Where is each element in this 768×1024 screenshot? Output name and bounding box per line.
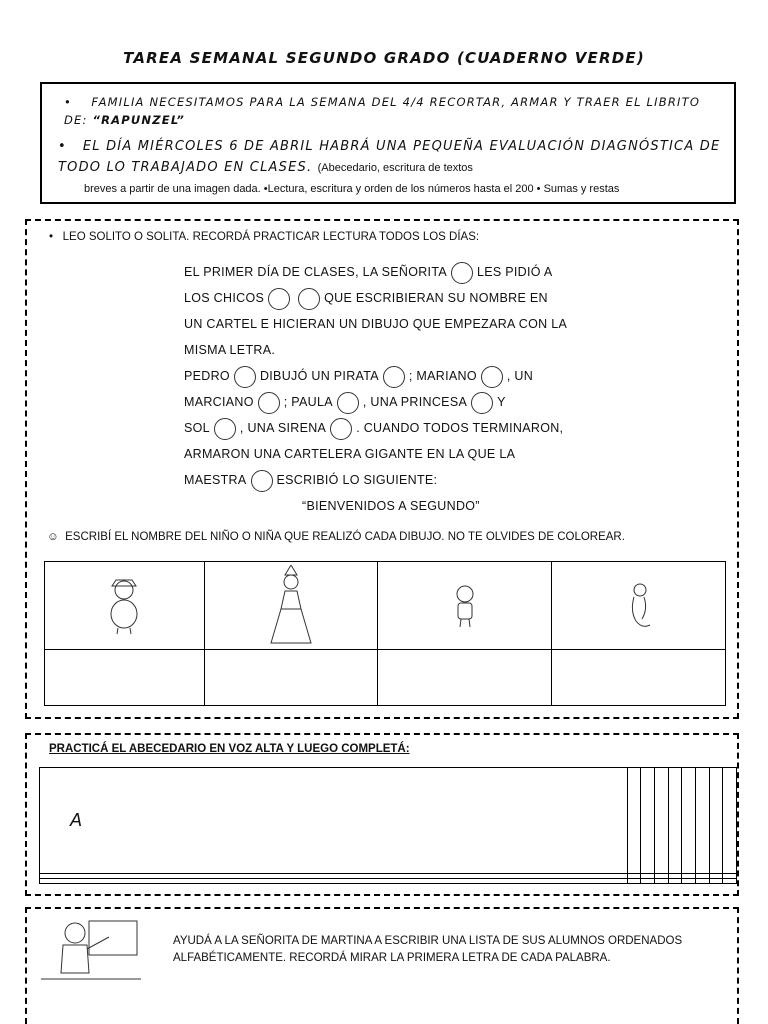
alphabet-cell[interactable] (668, 879, 682, 884)
alphabet-cell[interactable] (695, 768, 709, 874)
drawing-task (47, 531, 625, 543)
martian-small-icon (258, 392, 280, 414)
reading-instruction (49, 231, 479, 243)
bullet-icon: • (49, 231, 63, 243)
notice-item-2-text: EL DÍA MIÉRCOLES 6 DE ABRIL HABRÁ UNA PEQUEÑA EVALUACIÓN DIAGNÓSTICA DE TODO LO TRABAJADO EN CLASES. (58, 139, 721, 175)
drawings-table (44, 561, 726, 706)
pirate-icon (45, 562, 204, 649)
alphabet-cell[interactable] (709, 879, 723, 884)
alphabet-cell[interactable] (682, 768, 696, 874)
pedro-face-icon (234, 366, 256, 388)
princess-icon (205, 562, 378, 649)
mermaid-small-icon (330, 418, 352, 440)
reading-story: EL PRIMER DÍA DE CLASES, LA SEÑORITA LES PIDIÓ A LOS CHICOS QUE ESCRIBIERAN SU NOMBRE EN UN CARTEL E HICIERAN UN DIBUJO QUE EMPEZARA CON LA MISMA LETRA. PEDRO DIBUJÓ UN PIRATA ; MARIANO , UN MARCIANO ; PAULA , UNA PRINCESA Y SOL , UNA SIRENA . CUANDO TODOS TERMINARON, ARMARON UNA CARTELERA GIGANTE EN LA QUE LA MAESTRA ESCRIBIÓ LO SIGUIENTE: “BIENVENIDOS A SEGUNDO” (184, 259, 567, 519)
alphabet-grid (39, 767, 737, 884)
alphabet-cell[interactable] (682, 879, 696, 884)
mermaid-icon (552, 562, 725, 649)
alphabet-cell[interactable] (627, 879, 641, 884)
alphabet-cell: A (40, 768, 628, 874)
drawing-task-text: ESCRIBÍ EL NOMBRE DEL NIÑO O NIÑA QUE REALIZÓ CADA DIBUJO. NO TE OLVIDES DE COLOREAR. (65, 531, 625, 543)
reading-instruction-text: LEO SOLITO O SOLITA. RECORDÁ PRACTICAR LECTURA TODOS LOS DÍAS: (62, 231, 480, 243)
alphabet-cell[interactable] (655, 768, 669, 874)
notice-item-1-text: FAMILIA NECESITAMOS PARA LA SEMANA DEL 4/4 RECORTAR, ARMAR Y TRAER EL LIBRITO DE: (64, 95, 701, 127)
notice-item-2 (58, 136, 728, 179)
martian-icon (378, 562, 551, 649)
alphabet-cell[interactable] (641, 768, 655, 874)
answer-cell[interactable] (552, 650, 726, 706)
alphabet-cell[interactable] (668, 768, 682, 874)
bullet-icon: • (64, 95, 87, 109)
list-task-text: AYUDÁ A LA SEÑORITA DE MARTINA A ESCRIBIR UNA LISTA DE SUS ALUMNOS ORDENADOS ALFABÉTICAMENTE. RECORDÁ MIRAR LA PRIMERA LETRA DE CADA PALABRA. (173, 935, 683, 964)
page-title: TAREA SEMANAL SEGUNDO GRADO (CUADERNO VERDE) (123, 49, 645, 67)
notice-box (40, 82, 736, 204)
girl-face-icon (298, 288, 320, 310)
answer-cell[interactable] (204, 650, 378, 706)
notice-book-title: “RAPUNZEL” (92, 113, 185, 127)
alphabet-section (25, 733, 739, 896)
reading-section (25, 219, 739, 719)
answer-cell[interactable] (378, 650, 552, 706)
smiley-icon: ☺ (47, 531, 66, 543)
alphabet-cell[interactable] (40, 879, 628, 884)
alphabet-cell[interactable] (695, 879, 709, 884)
notice-item-2-detail-line2: breves a partir de una imagen dada. •Lectura, escritura y orden de los números hasta el 200 • Sumas y restas (84, 183, 620, 195)
teacher-at-board-icon (41, 915, 141, 990)
pirate-small-icon (383, 366, 405, 388)
alphabet-cell[interactable] (641, 879, 655, 884)
alphabet-cell[interactable] (709, 768, 723, 874)
alphabet-cell[interactable] (723, 768, 737, 874)
bullet-icon: • (58, 139, 78, 154)
teacher-face-icon (451, 262, 473, 284)
mariano-face-icon (481, 366, 503, 388)
notice-item-1 (64, 93, 724, 129)
sol-face-icon (214, 418, 236, 440)
alphabet-cell[interactable] (723, 879, 737, 884)
teacher-face-icon (251, 470, 273, 492)
notice-item-2-detail: (Abecedario, escritura de textos (317, 162, 473, 174)
alphabet-instruction: PRACTICÁ EL ABECEDARIO EN VOZ ALTA Y LUEGO COMPLETÁ: (49, 743, 410, 755)
alphabet-cell[interactable] (627, 768, 641, 874)
princess-small-icon (471, 392, 493, 414)
answer-cell[interactable] (45, 650, 205, 706)
boy-face-icon (268, 288, 290, 310)
list-section (25, 907, 739, 1024)
alphabet-cell[interactable] (655, 879, 669, 884)
paula-face-icon (337, 392, 359, 414)
